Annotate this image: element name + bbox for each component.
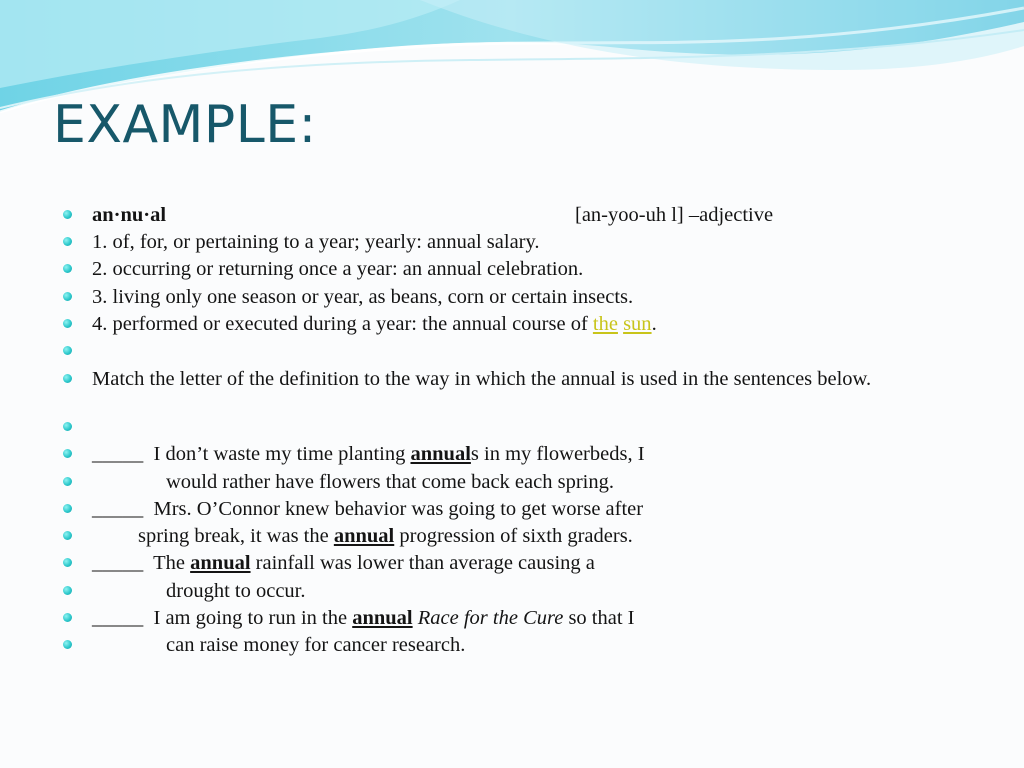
answer-blank: _____ (92, 607, 144, 629)
bullet-icon (63, 477, 72, 486)
bullet-icon (63, 264, 72, 273)
race-name: Race for the Cure (417, 607, 564, 629)
bullet-icon (63, 374, 72, 383)
answer-blank: _____ (92, 552, 144, 574)
definition-text: 1. of, for, or pertaining to a year; yearly: annual salary. (92, 231, 540, 253)
bullet-icon (63, 586, 72, 595)
bullet-icon (63, 292, 72, 301)
link-sun[interactable]: sun (623, 313, 652, 335)
slide-title: EXAMPLE: (53, 95, 317, 155)
answer-blank: _____ (92, 498, 144, 520)
instruction-text: Match the letter of the definition to the way in which the annual is used in the sentences below. (92, 368, 872, 390)
bullet-icon (63, 449, 72, 458)
headword: an·nu·al (92, 204, 167, 226)
bullet-icon (63, 210, 72, 219)
bullet-icon (63, 558, 72, 567)
bullet-icon (63, 640, 72, 649)
bullet-icon (63, 613, 72, 622)
definition-text: 3. living only one season or year, as beans, corn or certain insects. (92, 286, 634, 308)
bullet-icon (63, 531, 72, 540)
link-the[interactable]: the (592, 313, 618, 335)
bullet-icon (63, 422, 72, 431)
keyword-annual: annual (352, 607, 413, 629)
pronunciation: [an-yoo-uh l] –adjective (575, 204, 774, 226)
bullet-icon (63, 504, 72, 513)
keyword-annual: annual (190, 552, 251, 574)
definition-text: 2. occurring or returning once a year: an annual celebration. (92, 258, 584, 280)
answer-blank: _____ (92, 443, 144, 465)
bullet-icon (63, 237, 72, 246)
definition-text: 4. performed or executed during a year: the annual course of the sun. (92, 313, 657, 335)
keyword-annual: annual (410, 443, 471, 465)
keyword-annual: annual (333, 525, 395, 547)
bullet-icon (63, 319, 72, 328)
bullet-icon (63, 346, 72, 355)
